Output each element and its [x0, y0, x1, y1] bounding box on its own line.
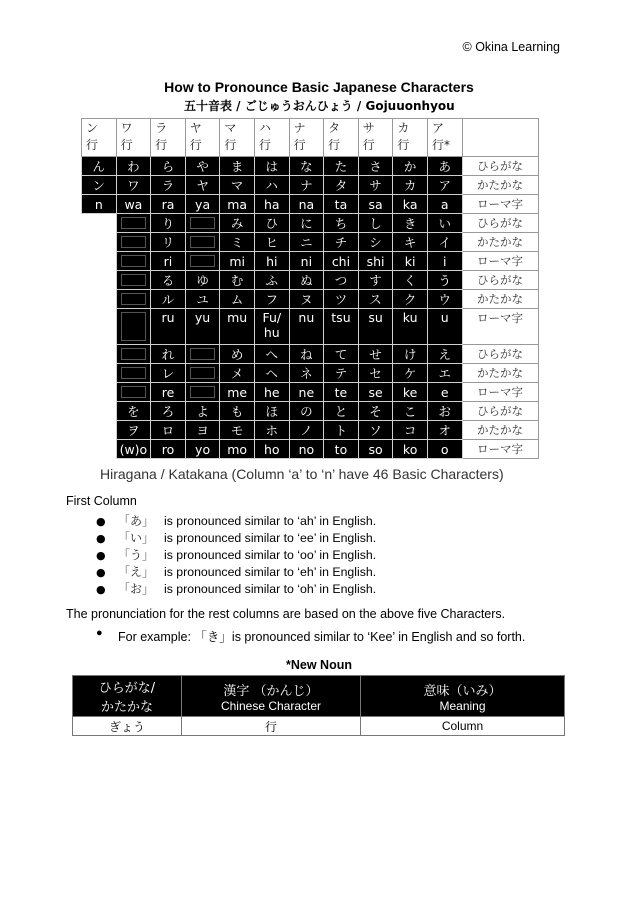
kana-cell: ヤ	[185, 176, 220, 195]
kana-cell: の	[289, 402, 324, 421]
row-type-label: かたかな	[462, 364, 538, 383]
kana-cell: キ	[393, 233, 428, 252]
kana-cell: mo	[220, 440, 255, 459]
noun-table-row	[73, 717, 565, 736]
bullet-text: is pronounced similar to ‘ah’ in English.	[164, 514, 377, 528]
kana-cell: オ	[427, 421, 462, 440]
column-header	[289, 119, 324, 157]
row-type-label: ひらがな	[462, 271, 538, 290]
column-header	[324, 119, 359, 157]
header-kana-line1: ひらがな/	[98, 681, 156, 696]
column-header	[82, 119, 117, 157]
kana-cell: ne	[289, 383, 324, 402]
kana-cell: nu	[289, 309, 324, 345]
kana-cell: ま	[220, 157, 255, 176]
kana-cell: エ	[427, 364, 462, 383]
kana-cell: け	[393, 345, 428, 364]
row-type-label: ひらがな	[462, 214, 538, 233]
kana-cell: chi	[324, 252, 359, 271]
kana-cell: み	[220, 214, 255, 233]
kana-cell: モ	[220, 421, 255, 440]
kana-table	[81, 118, 539, 459]
kana-cell: ワ	[116, 176, 151, 195]
kana-cell: re	[151, 383, 186, 402]
kana-cell: ri	[151, 252, 186, 271]
kana-cell: ニ	[289, 233, 324, 252]
kana-cell: カ	[393, 176, 428, 195]
kana-cell: ru	[151, 309, 186, 345]
kana-cell: い	[427, 214, 462, 233]
column-header	[254, 119, 289, 157]
bullet-icon: ●	[96, 583, 106, 596]
kana-cell: レ	[151, 364, 186, 383]
kana-cell: yo	[185, 440, 220, 459]
first-column-label: First Column	[66, 494, 137, 508]
column-header-kana: ヤ	[189, 121, 202, 135]
bullet-icon: ●	[96, 515, 106, 528]
blank-cell	[82, 383, 117, 402]
bullet-text: is pronounced similar to ‘eh’ in English.	[164, 565, 377, 579]
kana-cell: Fu/ hu	[254, 309, 289, 345]
kana-table-header	[82, 119, 539, 157]
kana-cell: る	[151, 271, 186, 290]
kana-cell: ヘ	[254, 364, 289, 383]
column-header-kana: サ	[362, 121, 375, 135]
row-type-label: ひらがな	[462, 345, 538, 364]
empty-cell	[116, 233, 151, 252]
kana-cell: ナ	[289, 176, 324, 195]
column-header	[427, 119, 462, 157]
column-header-gyou: 行	[86, 138, 99, 152]
example-bullet	[96, 627, 525, 645]
kana-cell: ル	[151, 290, 186, 309]
row-type-label: かたかな	[462, 176, 538, 195]
kana-cell: ぬ	[289, 271, 324, 290]
kana-cell: れ	[151, 345, 186, 364]
kana-cell: め	[220, 345, 255, 364]
blank-cell	[82, 271, 117, 290]
kana-cell: ウ	[427, 290, 462, 309]
bullet-item	[96, 564, 376, 581]
blank-cell	[82, 440, 117, 459]
kana-cell: su	[358, 309, 393, 345]
empty-cell	[116, 252, 151, 271]
header-kanji-jp: 漢字 （かんじ）	[223, 683, 319, 699]
bullet-item	[96, 547, 376, 564]
blank-cell	[82, 309, 117, 345]
kana-cell: o	[427, 440, 462, 459]
blank-cell	[82, 364, 117, 383]
bullet-kana: 「あ」	[118, 514, 155, 528]
kana-cell: お	[427, 402, 462, 421]
kana-cell: ke	[393, 383, 428, 402]
kana-cell: り	[151, 214, 186, 233]
kana-row	[82, 233, 539, 252]
empty-cell	[185, 214, 220, 233]
column-header	[185, 119, 220, 157]
kana-cell: む	[220, 271, 255, 290]
kana-cell: イ	[427, 233, 462, 252]
header-kanji-en: Chinese Character	[220, 698, 322, 713]
kana-cell: さ	[358, 157, 393, 176]
kana-cell: ka	[393, 195, 428, 214]
kana-cell: コ	[393, 421, 428, 440]
kana-cell: ケ	[393, 364, 428, 383]
kana-cell: sa	[358, 195, 393, 214]
kana-cell: ヒ	[254, 233, 289, 252]
kana-cell: や	[185, 157, 220, 176]
kana-cell: そ	[358, 402, 393, 421]
row-type-label: かたかな	[462, 421, 538, 440]
kana-cell: も	[220, 402, 255, 421]
kana-cell: と	[324, 402, 359, 421]
row-type-label: ローマ字	[462, 252, 538, 271]
kana-cell: ね	[289, 345, 324, 364]
empty-cell	[116, 271, 151, 290]
bullet-kana: 「う」	[118, 548, 155, 562]
kana-cell: na	[289, 195, 324, 214]
empty-cell	[116, 290, 151, 309]
bullet-item	[96, 513, 376, 530]
bullet-list	[96, 513, 376, 598]
kana-cell: は	[254, 157, 289, 176]
bullet-text: is pronounced similar to ‘oo’ in English.	[164, 548, 377, 562]
column-header	[220, 119, 255, 157]
kana-cell: e	[427, 383, 462, 402]
column-header-gyou: 行	[258, 138, 271, 152]
blank-cell	[82, 233, 117, 252]
empty-cell	[116, 309, 151, 345]
kana-cell: ホ	[254, 421, 289, 440]
bullet-kana: 「お」	[118, 582, 155, 596]
kana-cell: ネ	[289, 364, 324, 383]
kana-cell: ク	[393, 290, 428, 309]
bullet-text: is pronounced similar to ‘ee’ in English.	[164, 531, 377, 545]
noun-kanji: 行	[182, 717, 361, 736]
column-header-kana: マ	[224, 121, 237, 135]
kana-row	[82, 176, 539, 195]
empty-cell	[185, 364, 220, 383]
kana-cell: く	[393, 271, 428, 290]
kana-cell: ス	[358, 290, 393, 309]
column-header-kana: カ	[397, 121, 410, 135]
table-caption: Hiragana / Katakana (Column ‘a’ to ‘n’ have 46 Basic Characters)	[100, 466, 504, 482]
empty-cell	[116, 214, 151, 233]
empty-cell	[116, 383, 151, 402]
kana-cell: ma	[220, 195, 255, 214]
kana-cell: ra	[151, 195, 186, 214]
kana-cell: ヨ	[185, 421, 220, 440]
row-type-label: ローマ字	[462, 440, 538, 459]
empty-cell	[185, 345, 220, 364]
row-type-label: ひらがな	[462, 157, 538, 176]
column-header-kana: ハ	[258, 121, 271, 135]
kana-cell: に	[289, 214, 324, 233]
kana-cell: を	[116, 402, 151, 421]
header-kana	[73, 676, 182, 717]
kana-cell: す	[358, 271, 393, 290]
column-header-kana: ワ	[120, 121, 133, 135]
column-header	[358, 119, 393, 157]
empty-cell	[185, 252, 220, 271]
kana-cell: hi	[254, 252, 289, 271]
kana-cell: ni	[289, 252, 324, 271]
kana-cell: ム	[220, 290, 255, 309]
bullet-icon: ●	[96, 566, 106, 579]
column-header-kana: ラ	[155, 121, 168, 135]
kana-cell: ko	[393, 440, 428, 459]
kana-cell: se	[358, 383, 393, 402]
kana-cell: no	[289, 440, 324, 459]
kana-cell: わ	[116, 157, 151, 176]
empty-cell	[116, 364, 151, 383]
kana-cell: ya	[185, 195, 220, 214]
kana-cell: ho	[254, 440, 289, 459]
kana-cell: ト	[324, 421, 359, 440]
kana-cell: フ	[254, 290, 289, 309]
kana-cell: ら	[151, 157, 186, 176]
empty-cell	[116, 345, 151, 364]
kana-cell: よ	[185, 402, 220, 421]
kana-cell: ro	[151, 440, 186, 459]
blank-cell	[82, 421, 117, 440]
kana-row	[82, 402, 539, 421]
bullet-kana: 「え」	[118, 565, 155, 579]
page-title: How to Pronounce Basic Japanese Characters	[164, 79, 474, 95]
column-header-kana: ナ	[293, 121, 306, 135]
kana-row	[82, 383, 539, 402]
kana-cell: mi	[220, 252, 255, 271]
header-kana-line2: かたかな	[100, 700, 153, 715]
kana-cell: ん	[82, 157, 117, 176]
column-header-gyou: 行	[155, 138, 168, 152]
column-header-gyou: 行	[362, 138, 375, 152]
kana-cell: な	[289, 157, 324, 176]
kana-cell: あ	[427, 157, 462, 176]
kana-row	[82, 214, 539, 233]
kana-cell: ノ	[289, 421, 324, 440]
kana-cell: タ	[324, 176, 359, 195]
kana-cell: サ	[358, 176, 393, 195]
column-header-gyou: 行	[328, 138, 341, 152]
kana-cell: せ	[358, 345, 393, 364]
row-type-label: かたかな	[462, 233, 538, 252]
column-header	[151, 119, 186, 157]
kana-row	[82, 290, 539, 309]
kana-cell: て	[324, 345, 359, 364]
kana-cell: へ	[254, 345, 289, 364]
kana-row	[82, 157, 539, 176]
row-type-label: ローマ字	[462, 309, 538, 345]
kana-cell: ヲ	[116, 421, 151, 440]
column-header-gyou: 行	[120, 138, 133, 152]
blank-cell	[82, 214, 117, 233]
kana-cell: セ	[358, 364, 393, 383]
kana-cell: wa	[116, 195, 151, 214]
kana-cell: ラ	[151, 176, 186, 195]
column-header-gyou: 行	[293, 138, 306, 152]
bullet-item	[96, 581, 376, 598]
pronunciation-paragraph: The pronunciation for the rest columns are based on the above five Characters.	[66, 607, 506, 621]
kana-cell: a	[427, 195, 462, 214]
kana-cell: ki	[393, 252, 428, 271]
blank-cell	[82, 345, 117, 364]
header-meaning-en: Meaning	[439, 698, 486, 713]
noun-table-header	[73, 676, 565, 717]
bullet-item	[96, 530, 376, 547]
page-subtitle: 五十音表 / ごじゅうおんひょう / Gojuuonhyou	[184, 99, 455, 113]
kana-cell: to	[324, 440, 359, 459]
kana-cell: う	[427, 271, 462, 290]
kana-cell: mu	[220, 309, 255, 345]
bullet-icon: ●	[96, 627, 103, 639]
column-header-kana: ア	[431, 121, 444, 135]
column-header-gyou: 行	[189, 138, 202, 152]
kana-cell: ha	[254, 195, 289, 214]
kana-cell: ゆ	[185, 271, 220, 290]
kana-cell: shi	[358, 252, 393, 271]
blank-cell	[82, 402, 117, 421]
column-header-gyou: 行	[224, 138, 237, 152]
kana-cell: ほ	[254, 402, 289, 421]
kana-cell: u	[427, 309, 462, 345]
kana-cell: ち	[324, 214, 359, 233]
column-header-kana: タ	[328, 121, 341, 135]
kana-row	[82, 421, 539, 440]
kana-cell: tsu	[324, 309, 359, 345]
kana-cell: ku	[393, 309, 428, 345]
kana-cell: yu	[185, 309, 220, 345]
kana-cell: チ	[324, 233, 359, 252]
column-header-kana: ン	[86, 121, 99, 135]
kana-cell: so	[358, 440, 393, 459]
column-header-gyou: 行	[397, 138, 410, 152]
noun-kana: ぎょう	[73, 717, 182, 736]
kana-cell: ミ	[220, 233, 255, 252]
kana-cell: マ	[220, 176, 255, 195]
kana-cell: き	[393, 214, 428, 233]
kana-cell: し	[358, 214, 393, 233]
kana-row	[82, 440, 539, 459]
kana-cell: ソ	[358, 421, 393, 440]
row-type-label: ひらがな	[462, 402, 538, 421]
kana-cell: た	[324, 157, 359, 176]
kana-cell: シ	[358, 233, 393, 252]
kana-cell: メ	[220, 364, 255, 383]
blank-cell	[82, 252, 117, 271]
row-type-label: かたかな	[462, 290, 538, 309]
kana-row	[82, 364, 539, 383]
kana-row	[82, 345, 539, 364]
kana-cell: ふ	[254, 271, 289, 290]
blank-cell	[82, 290, 117, 309]
kana-cell: ユ	[185, 290, 220, 309]
kana-row	[82, 195, 539, 214]
header-meaning	[361, 676, 565, 717]
kana-row	[82, 252, 539, 271]
kana-cell: ア	[427, 176, 462, 195]
empty-cell	[185, 383, 220, 402]
kana-cell: ハ	[254, 176, 289, 195]
row-type-label: ローマ字	[462, 383, 538, 402]
row-type-label: ローマ字	[462, 195, 538, 214]
kana-cell: ン	[82, 176, 117, 195]
column-header	[116, 119, 151, 157]
noun-table	[72, 675, 565, 736]
kana-cell: ろ	[151, 402, 186, 421]
kana-cell: つ	[324, 271, 359, 290]
kana-cell: か	[393, 157, 428, 176]
kana-cell: ta	[324, 195, 359, 214]
kana-cell: i	[427, 252, 462, 271]
empty-cell	[185, 233, 220, 252]
column-header-gyou: 行*	[431, 138, 450, 152]
kana-cell: ロ	[151, 421, 186, 440]
kana-cell: テ	[324, 364, 359, 383]
header-kanji	[182, 676, 361, 717]
bullet-icon: ●	[96, 549, 106, 562]
column-header	[393, 119, 428, 157]
kana-cell: (w)o	[116, 440, 151, 459]
kana-row	[82, 309, 539, 345]
kana-cell: こ	[393, 402, 428, 421]
kana-cell: リ	[151, 233, 186, 252]
new-noun-title: *New Noun	[286, 658, 352, 672]
example-text: For example: 「き」is pronounced similar to ‘Kee’ in English and so forth.	[118, 630, 526, 644]
noun-meaning: Column	[361, 717, 565, 736]
kana-cell: n	[82, 195, 117, 214]
kana-row	[82, 271, 539, 290]
copyright-notice: © Okina Learning	[462, 40, 560, 54]
kana-cell: ひ	[254, 214, 289, 233]
label-header	[462, 119, 538, 157]
bullet-icon: ●	[96, 532, 106, 545]
kana-cell: he	[254, 383, 289, 402]
bullet-text: is pronounced similar to ‘oh’ in English.	[164, 582, 377, 596]
kana-cell: ツ	[324, 290, 359, 309]
bullet-kana: 「い」	[118, 531, 155, 545]
kana-cell: te	[324, 383, 359, 402]
kana-cell: me	[220, 383, 255, 402]
kana-cell: ヌ	[289, 290, 324, 309]
kana-cell: え	[427, 345, 462, 364]
header-meaning-jp: 意味（いみ）	[423, 683, 502, 699]
